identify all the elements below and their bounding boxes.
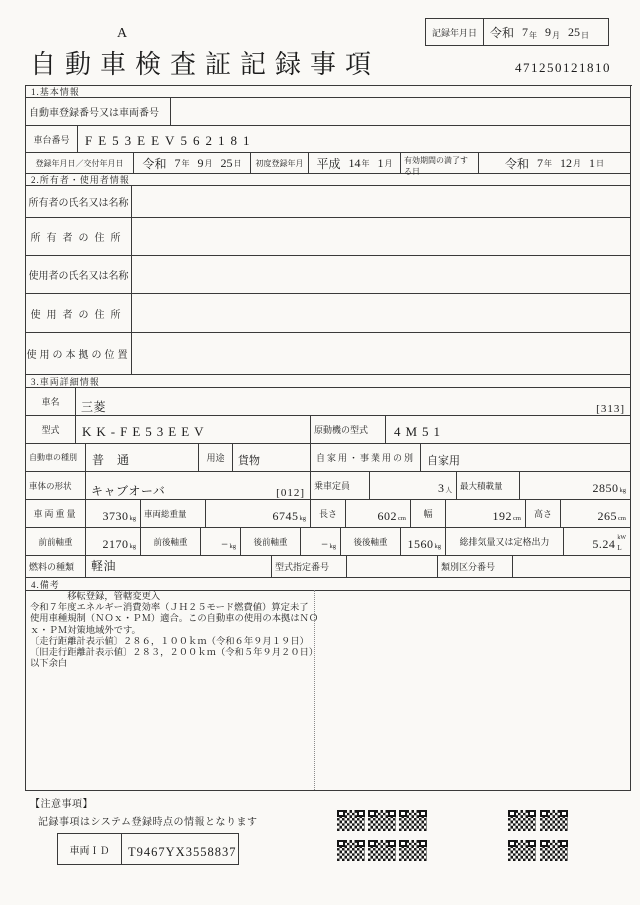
notice-title: 【注意事項】 [30,799,93,810]
type-approval-value [347,556,438,578]
page-mark-a: A [117,26,128,41]
displacement-units: kW L [617,535,626,552]
body-shape-value: キャブオーバ [012] [86,472,311,500]
axle-rear-rear-value: 1560 kg [401,528,446,556]
fuel-label: 燃料の種類 [26,556,86,578]
qr-code [540,810,568,831]
record-date-box [425,18,609,46]
chassis-value: FE53EEV562181 [78,126,631,153]
max-load-label: 最大積載量 [457,472,520,500]
engine-model-value: 4M51 [386,416,631,444]
remarks-text [30,592,322,670]
page-title: 自動車検査証記録事項 [30,50,381,79]
chassis-label: 車台番号 [26,126,78,153]
owner-name-label: 所有者の氏名又は名称 [26,186,132,218]
vehicle-id-box [57,833,239,865]
base-location-label: 使用の本拠の位置 [26,333,132,375]
reg-number-value [171,98,631,126]
document-number: 471250121810 [515,60,611,75]
qr-code [399,840,427,861]
remarks-line: 以下余白 [30,659,68,670]
record-date-value: 令和 7 年 9 月 25 日 [490,24,590,40]
length-value: 602 cm [346,500,411,528]
base-location-value [132,333,631,375]
expiry-value: 令和 7 年 12 月 1 日 [479,153,631,174]
private-business-value: 自家用 [421,444,631,472]
first-reg-value: 平成 14 年 1 月 [309,153,401,174]
car-name-label: 車名 [26,388,76,416]
section-remarks-header: 4.備考 [26,578,631,591]
axle-front-front-value: 2170 kg [86,528,141,556]
engine-model-label: 原動機の型式 [311,416,386,444]
weight-value: 3730 kg [86,500,141,528]
era: 令和 [490,25,515,40]
reg-date-label: 登録年月日／交付年月日 [26,153,134,174]
model-value: KK-FE53EEV [76,416,311,444]
use-value: 貨物 [233,444,311,472]
qr-code [337,810,365,831]
remarks-line: 〔走行距離計表示値〕２８６，１００ｋｍ（令和６年９月１９日） [30,636,309,647]
vehicle-id-label: 車両ＩＤ [58,834,122,864]
car-name-value: 三菱 [313] [76,388,631,416]
owner-addr-label: 所有者の住所 [26,218,132,256]
class-number-label: 類別区分番号 [438,556,513,578]
remarks-line: ｘ・ＰＭ対策地域外です。 [30,625,141,636]
main-table [25,85,632,791]
qr-code [508,840,536,861]
axle-front-rear-value: − kg [201,528,241,556]
private-business-label: 自家用・事業用の別 [311,444,421,472]
axle-rear-front-label: 後前軸重 [241,528,301,556]
displacement-label: 総排気量又は定格出力 [446,528,564,556]
axle-front-rear-label: 前後軸重 [141,528,201,556]
section-basic-header: 1.基本情報 [26,86,631,98]
expiry-label: 有効期間の満了する日 [401,153,479,174]
qr-code [368,840,396,861]
height-value: 265 cm [561,500,631,528]
owner-name-value [132,186,631,218]
class-number-value [513,556,631,578]
displacement-value: 5.24 kW L [564,528,631,556]
section-owner-header: 2.所有者・使用者情報 [26,174,631,186]
user-name-value [132,256,631,294]
qr-code [337,840,365,861]
width-label: 幅 [411,500,446,528]
model-label: 型式 [26,416,76,444]
vehicle-kind-value: 普 通 [86,444,199,472]
remarks-line: 〔旧走行距離計表示値〕２８３，２００ｋｍ（令和５年９月２０日） [30,648,319,659]
fuel-value: 軽油 [86,556,272,578]
vehicle-id-value: T9467YX3558837 [128,845,237,859]
height-label: 高さ [526,500,561,528]
length-label: 長さ [311,500,346,528]
axle-rear-front-value: − kg [301,528,341,556]
reg-date-value: 令和 7 年 9 月 25 日 [134,153,251,174]
gross-weight-label: 車両総重量 [141,500,206,528]
gross-weight-value: 6745 kg [206,500,311,528]
body-shape-code: [012] [276,487,305,499]
remarks-line: 令和７年度エネルギー消費効率（ＪＨ２５モード燃費値）算定未了 [30,603,309,614]
axle-front-front-label: 前前軸重 [26,528,86,556]
qr-code [399,810,427,831]
reg-number-label: 自動車登録番号又は車両番号 [26,98,171,126]
max-load-value: 2850 kg [520,472,631,500]
type-approval-label: 型式指定番号 [272,556,347,578]
remarks-line: 移転登録，管轄変更入 [30,592,161,602]
qr-code [508,810,536,831]
capacity-label: 乗車定員 [311,472,370,500]
body-shape-label: 車体の形状 [26,472,86,500]
weight-label: 車両重量 [26,500,86,528]
section-vehicle-header: 3.車両詳細情報 [26,375,631,388]
width-value: 192 cm [446,500,526,528]
capacity-value: 3 人 [370,472,457,500]
first-reg-label: 初度登録年月 [251,153,309,174]
user-addr-label: 使用者の住所 [26,294,132,333]
user-addr-value [132,294,631,333]
car-name-code: [313] [596,403,625,415]
qr-code [540,840,568,861]
notice-text: 記録事項はシステム登録時点の情報となります [38,817,258,828]
owner-addr-value [132,218,631,256]
use-label: 用途 [199,444,233,472]
qr-code [368,810,396,831]
vehicle-kind-label: 自動車の種別 [26,444,86,472]
remarks-line: 使用車種規制（ＮＯｘ・ＰＭ）適合。この自動車の使用の本拠はＮＯ [30,614,319,625]
axle-rear-rear-label: 後後軸重 [341,528,401,556]
user-name-label: 使用者の氏名又は名称 [26,256,132,294]
record-date-label: 記録年月日 [426,19,484,45]
